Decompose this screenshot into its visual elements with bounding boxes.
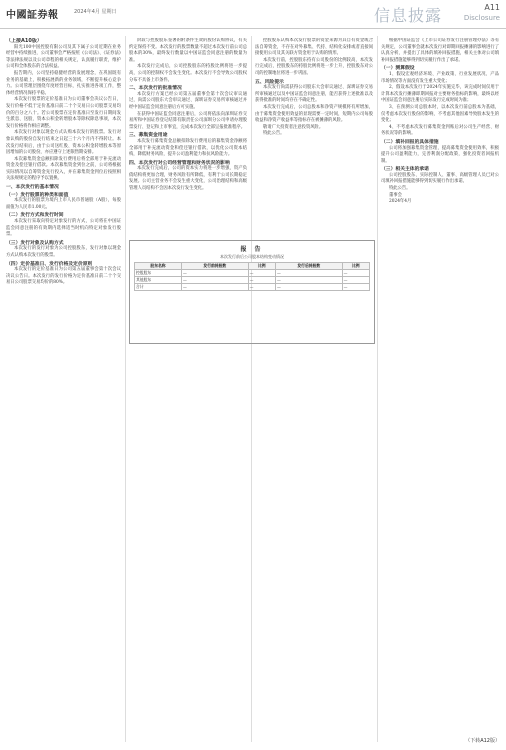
table-header-row xyxy=(135,263,370,270)
paragraph: 本次募集资金总额扣除发行费用后将全部用于补充流动资金及偿还银行借款。本次募集资金到位之前，公司将根据实际情况以自筹资金先行投入，并在募集资金到位后按照相关法规规定的程序予以置换。 xyxy=(6,156,121,182)
table-header-cell: 发行前持股数 xyxy=(182,263,249,270)
paragraph: （三）相关主体的承诺 xyxy=(381,166,429,173)
paragraph: 根据中国证监会《上市公司证券发行注册管理办法》等有关规定，公司董事会就本次发行对即期回报摊薄的影响进行了认真分析，并提出了具体的填补回报措施，相关主体对公司填补回报措施能够得到切实履行作出了承诺。 xyxy=(381,38,499,63)
section-title-en: Disclosure xyxy=(463,14,500,22)
paragraph: 1、假设宏观经济环境、产业政策、行业发展状况、产品市场情况等方面没有发生重大变化； xyxy=(381,71,499,84)
paragraph: 阶段与控股股东签署的附条件生效的股份认购协议，有关约定保持不变。本次发行的股票数量不超过本次发行前公司总股本的30%，最终发行数量以中国证监会同意注册的数量为准。 xyxy=(129,38,247,63)
paragraph: （四）定价基准日、发行价格及定价原则 xyxy=(6,260,93,267)
paragraph: 公司将加强募集资金管理，提高募集资金使用效率，积极提升公司盈利能力，完善利润分配政策，强化投资者回报机制。 xyxy=(381,145,499,164)
table-cell: — xyxy=(275,277,342,284)
paragraph: 本次发行采取向特定对象发行的方式，公司将在中国证监会同意注册的有效期内选择适当时机向特定对象发行股票。 xyxy=(6,219,121,238)
text-column-2 xyxy=(129,38,247,234)
paragraph: （二）填补回报的具体措施 xyxy=(381,138,439,145)
column-4-body xyxy=(381,38,499,206)
text-column-4 xyxy=(381,38,499,738)
paragraph: 本次发行的定价基准日为公司第五届董事会第十次会议决议公告日。本次发行的发行价格为定价基准日前二十个交易日公司股票交易均价的80%。 xyxy=(6,267,121,286)
table-cell: 合计 xyxy=(135,284,182,291)
paragraph: 二、本次发行的批准情况 xyxy=(129,85,182,92)
table-cell: — xyxy=(182,270,249,277)
paragraph: 本次发行完成后，公司的资本实力将进一步增强，资产负债结构将更加合理，财务风险有所降低，有利于公司长期稳定发展。公司主营业务不会发生重大变化，公司治理结构和高级管理人员结构不会因本次发行发生变化。 xyxy=(129,166,247,192)
table-cell: — xyxy=(182,277,249,284)
paragraph: 本次发行的发行对象为公司控股股东，发行对象以现金方式认购本次发行的股票。 xyxy=(6,246,121,258)
paragraph: （一）发行股票的种类和面值 xyxy=(6,191,69,198)
column-2-body xyxy=(129,38,247,193)
paragraph: （一）测算假设 xyxy=(381,65,415,72)
paragraph: 本次发行的股票为境内上市人民币普通股（A股），每股面值为人民币1.00元。 xyxy=(6,198,121,210)
paragraph: 控股股东认购本次发行股票的资金来源为其自有资金或合法自筹资金，不存在对外募集、代持、结构化安排或者直接间接使用公司及其关联方资金用于认购的情形。 xyxy=(255,38,373,57)
paragraph: 3、在预测公司总股本时，以本次发行前总股本为基础，仅考虑本次发行股份的影响，不考虑其他因素导致股本发生的变化； xyxy=(381,104,499,124)
paragraph: 一、本次发行的基本情况 xyxy=(6,184,59,191)
table-header-cell: 比例 xyxy=(248,263,275,270)
page-number: A11 xyxy=(484,3,500,12)
table-cell: 其他股东 xyxy=(135,277,182,284)
column-divider xyxy=(377,36,378,742)
table-header-cell: 比例 xyxy=(342,263,369,270)
paragraph: 四、本次发行对公司经营管理和财务状况的影响 xyxy=(129,159,230,166)
paragraph: （二）发行方式和发行时间 xyxy=(6,212,64,219)
paragraph: 特此公告。 xyxy=(389,186,411,192)
continued-from-label: （上接A10版） xyxy=(6,38,42,44)
continued-to-label: （下转A12版） xyxy=(465,738,500,744)
table-row xyxy=(135,270,370,277)
paragraph: 本次发行方案已经公司第五届董事会第十次会议审议通过，尚需公司股东大会审议通过、深圳证券交易所审核通过并经中国证监会同意注册后方可实施。 xyxy=(129,91,247,110)
paragraph: 4、不考虑本次发行募集资金到账后对公司生产经营、财务状况等的影响。 xyxy=(381,124,499,137)
paragraph: 本次发行对象以现金方式认购本次发行的股票。发行对象认购的股份自发行结束之日起三十六个月内不得转让。本次发行结束后，由于公司送红股、资本公积金转增股本等原因增加的公司股份，亦应遵守上述限售期安排。 xyxy=(6,130,121,156)
table-cell: — xyxy=(275,270,342,277)
paragraph: 三、募集资金用途 xyxy=(129,132,168,139)
paragraph: 本次发行完成后，公司控股股东的持股比例将进一步提高，公司的控制权不会发生变化。本次发行不会导致公司股权分布不具备上市条件。 xyxy=(129,64,247,83)
table-cell: — xyxy=(248,277,275,284)
paragraph: 特此公告。 xyxy=(263,131,285,137)
table-row xyxy=(135,277,370,284)
text-column-3 xyxy=(255,38,373,234)
report-subtitle: 本次发行前后公司股本结构变动情况 xyxy=(220,254,284,259)
paragraph: 本次发行募集资金总额扣除发行费用后的募集资金净额将全部用于补充流动资金和偿还银行借款，以优化公司资本结构，降低财务风险，提升公司盈利能力和抗风险能力。 xyxy=(129,138,247,158)
table-row xyxy=(135,284,370,291)
paragraph: 本次发行尚需获得公司股东大会审议通过、深圳证券交易所审核通过以及中国证监会同意注册，能否获得上述批准以及获得批准的时间均存在不确定性。 xyxy=(255,85,373,104)
paragraph: 本次发行股票的定价基准日为公司董事会决议公告日，发行价格不低于定价基准日前二十个交易日公司股票交易均价的百分之八十。若公司股票在定价基准日至发行日期间发生派息、送股、资本公积金转增股本等除权除息事项，本次发行价格将作相应调整。 xyxy=(6,97,121,129)
table-cell: — xyxy=(248,284,275,291)
paragraph: 本次发行前，控股股东持有公司股份的比例较高，本次发行完成后，控股股东的持股比例将进一步上升，控股股东对公司的控制地位将进一步巩固。 xyxy=(255,57,373,76)
table-cell: — xyxy=(342,277,369,284)
paragraph: 公司控股股东、实际控制人、董事、高级管理人员已对公司填补回报措施能够得到切实履行作出承诺。 xyxy=(381,172,499,185)
table-cell: — xyxy=(275,284,342,291)
paragraph: 2、假设本次发行于2024年实施完毕，该完成时间仅用于计算本次发行摊薄即期回报对主要财务指标的影响，最终以经中国证监会同意注册后实际发行完成时间为准； xyxy=(381,85,499,104)
table-cell: 控股股东 xyxy=(135,270,182,277)
section-title: 信息披露 xyxy=(374,6,443,25)
paragraph: 在获得中国证监会同意注册后，公司将依法向深圳证券交易所和中国证券登记结算有限责任公司深圳分公司申请办理股票发行、登记和上市事宜，完成本次发行全部呈报批准程序。 xyxy=(129,111,247,130)
table-cell: — xyxy=(248,270,275,277)
table-header-cell: 发行后持股数 xyxy=(275,263,342,270)
page-header xyxy=(0,0,506,29)
text-column-1 xyxy=(6,38,121,738)
report-box xyxy=(129,240,375,344)
paragraph: 五、风险提示 xyxy=(255,78,284,85)
issue-date: 2024年4月 星期日 xyxy=(74,9,117,15)
table-cell: — xyxy=(342,284,369,291)
paragraph: 敬请广大投资者注意投资风险。 xyxy=(263,124,324,130)
table-header-cell: 股东名称 xyxy=(135,263,182,270)
table-cell: — xyxy=(342,270,369,277)
column-divider xyxy=(125,36,126,742)
column-1-body xyxy=(6,45,121,287)
column-divider xyxy=(251,36,252,742)
report-title: 报 告 xyxy=(240,246,264,253)
share-structure-table xyxy=(134,262,370,291)
column-3-body xyxy=(255,38,373,138)
table-cell: — xyxy=(182,284,249,291)
paragraph: 董事会 xyxy=(389,192,402,198)
paragraph: （三）发行对象及认购方式 xyxy=(6,239,64,246)
paragraph: 2024年4月 xyxy=(389,199,412,205)
paragraph: 本次发行完成后，公司总股本和净资产规模将有所增加，由于募集资金使用效益的显现需要一定时间，短期内公司每股收益和净资产收益率等指标存在被摊薄的风险。 xyxy=(255,104,373,124)
masthead: 中國証券報 xyxy=(6,10,59,21)
paragraph: 报告期内，公司坚持稳健经营的发展理念，在巩固既有业务的基础上，积极拓展新的业务领域，不断提升核心竞争力。公司管理层围绕年度经营目标，扎实推进各项工作，整体经营情况保持平稳。 xyxy=(6,70,121,96)
paragraph: 阳光100中国控股有限公司及其下属子公司近期在业务经营中持续推进，公司董事会严格按照《公司法》、《证券法》等法律法规以及公司章程的相关规定，认真履行职责，维护公司和全体股东的合法权益。 xyxy=(6,44,121,70)
